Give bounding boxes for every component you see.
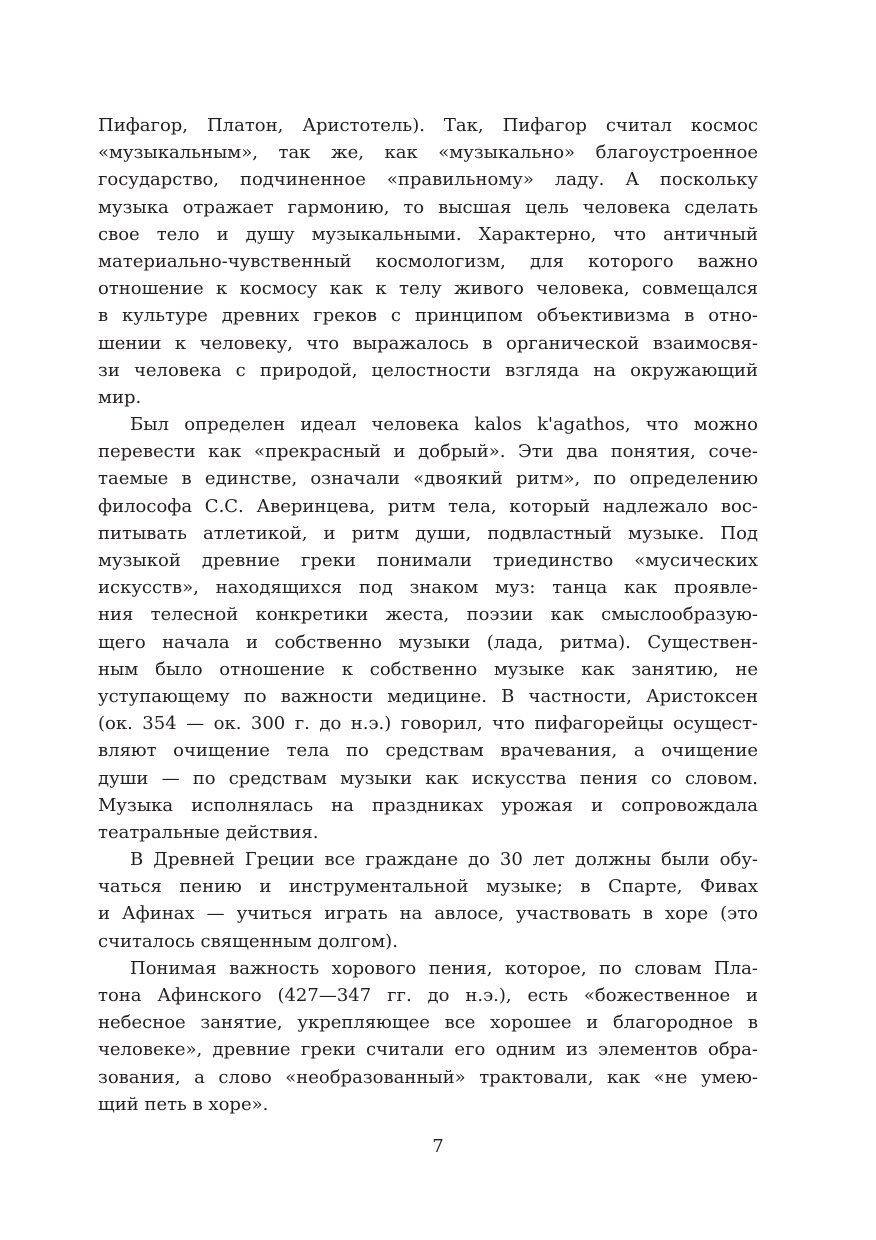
body-text <box>98 112 758 1118</box>
text-line: уступающему по важности медицине. В частности, Аристоксен <box>98 685 758 707</box>
text-line: ния телесной конкретики жеста, поэзии как смыслообразую- <box>98 604 758 626</box>
text-line: зования, а слово «необразованный» трактовали, как «не умею- <box>98 1066 758 1088</box>
text-line: небесное занятие, укрепляющее все хорошее и благородное в <box>98 1012 758 1034</box>
text-line: Музыка исполнялась на праздниках урожая и сопровождала <box>98 794 758 816</box>
text-line: (ок. 354 — ок. 300 г. до н.э.) говорил, что пифагорейцы осущест- <box>98 713 758 735</box>
text-line: чаться пению и инструментальной музыке; в Спарте, Фивах <box>98 876 758 898</box>
text-line: философа С.С. Аверинцева, ритм тела, который надлежало вос- <box>98 495 758 517</box>
text-line: театральные действия. <box>98 821 319 843</box>
text-line: души — по средствам музыки как искусства пения со словом. <box>98 767 758 789</box>
paragraph <box>98 955 758 1118</box>
text-line: питывать атлетикой, и ритм души, подвластный музыке. Под <box>98 522 758 544</box>
text-line: таемые в единстве, означали «двоякий ритм», по определению <box>98 468 758 490</box>
text-line: Был определен идеал человека kalos k'agathos, что можно <box>130 414 758 436</box>
text-line: перевести как «прекрасный и добрый». Эти два понятия, соче- <box>98 441 758 463</box>
text-line: свое тело и душу музыкальными. Характерно, что античный <box>98 223 758 245</box>
paragraph <box>98 112 758 411</box>
text-line: В Древней Греции все граждане до 30 лет должны были обу- <box>130 849 758 871</box>
text-line: материально-чувственный космологизм, для которого важно <box>98 250 758 272</box>
paragraph <box>98 411 758 846</box>
text-line: «музыкальным», так же, как «музыкально» благоустроенное <box>98 142 758 164</box>
text-line: человеке», древние греки считали его одним из элементов обра- <box>98 1039 758 1061</box>
text-line: государство, подчиненное «правильному» ладу. А поскольку <box>98 169 758 191</box>
text-line: музыкой древние греки понимали триединство «мусических <box>98 550 758 571</box>
paragraph <box>98 846 758 955</box>
text-line: считалось священным долгом). <box>98 930 398 952</box>
text-line: в культуре древних греков с принципом объективизма в отно- <box>98 305 758 327</box>
text-line: ным было отношение к собственно музыке как занятию, не <box>98 658 758 680</box>
text-line: щий петь в хоре». <box>98 1093 269 1115</box>
text-line: вляют очищение тела по средствам врачевания, а очищение <box>98 740 758 762</box>
text-line: и Афинах — учиться играть на авлосе, участвовать в хоре (это <box>98 903 758 925</box>
text-line: зи человека с природой, целостности взгляда на окружающий <box>98 359 758 381</box>
page-number: 7 <box>432 1136 444 1157</box>
text-line: Пифагор, Платон, Аристотель). Так, Пифагор считал космос <box>98 115 758 136</box>
text-line: шении к человеку, что выражалось в органической взаимосвя- <box>98 332 758 354</box>
text-line: мир. <box>98 386 142 408</box>
text-line: тона Афинского (427—347 гг. до н.э.), есть «божественное и <box>98 985 758 1006</box>
text-line: музыка отражает гармонию, то высшая цель человека сделать <box>98 196 758 218</box>
text-line: отношение к космосу как к телу живого человека, совмещался <box>98 278 758 300</box>
text-line: щего начала и собственно музыки (лада, ритма). Существен- <box>98 631 758 653</box>
text-line: Понимая важность хорового пения, которое, по словам Пла- <box>130 957 758 979</box>
text-line: искусств», находящихся под знаком муз: танца как проявле- <box>98 577 758 599</box>
